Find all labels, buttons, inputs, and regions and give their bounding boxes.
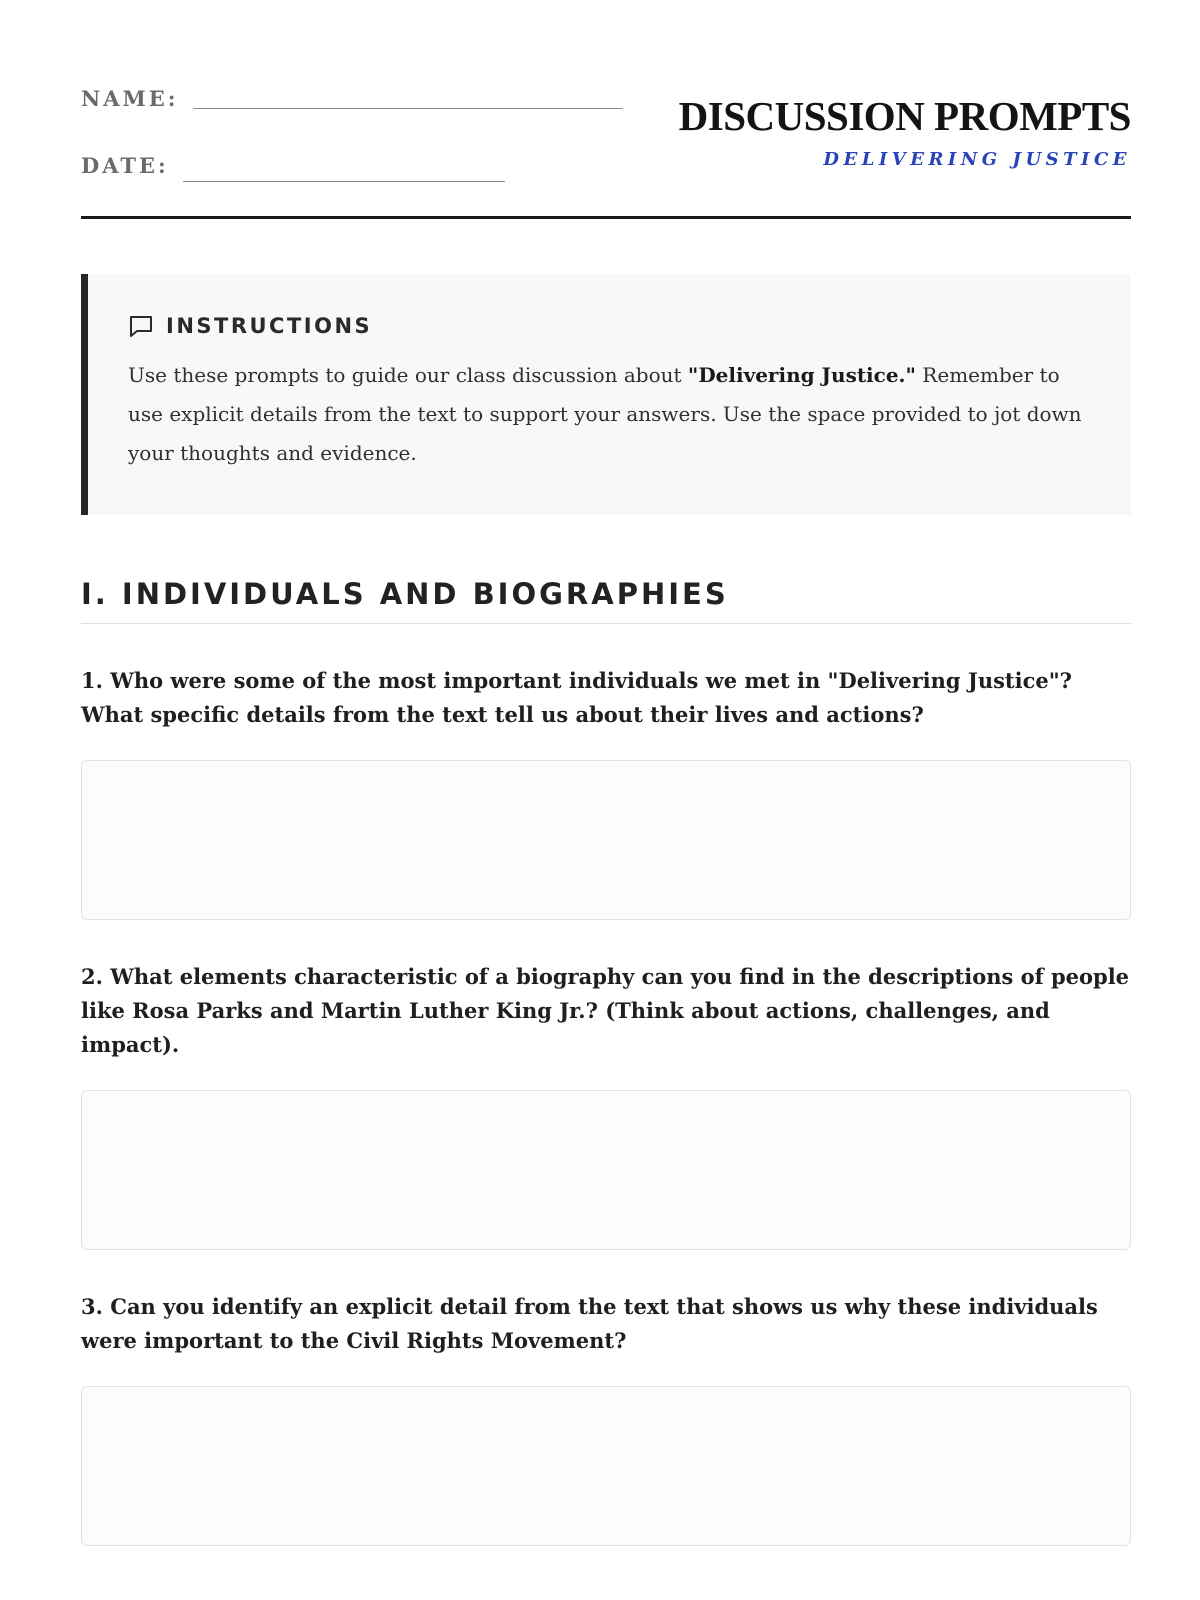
section-title: I. INDIVIDUALS AND BIOGRAPHIES [81, 577, 729, 611]
instructions-heading: INSTRUCTIONS [166, 314, 373, 338]
worksheet-page [81, 0, 1131, 1353]
instructions-box [81, 274, 1131, 515]
page-title: DISCUSSION PROMPTS [678, 93, 1131, 139]
name-label: NAME: [81, 86, 179, 111]
header-divider [81, 216, 1131, 219]
instructions-header [128, 314, 1091, 338]
date-input-line[interactable] [183, 181, 505, 182]
title-block [678, 93, 1131, 170]
date-label: DATE: [81, 153, 169, 178]
instructions-text [128, 356, 1091, 473]
question-2: 2. What elements characteristic of a biography can you find in the descriptions of people like Rosa Parks and Martin Luther King Jr.? (Think about actions, challenges, and impact). [81, 964, 1130, 1057]
name-field [81, 86, 623, 111]
section-divider [81, 623, 1131, 624]
date-field [81, 153, 505, 178]
page-subtitle: DELIVERING JUSTICE [823, 149, 1131, 170]
answer-box-3[interactable] [81, 1386, 1131, 1546]
instructions-text-start: Use these prompts to guide our class discussion about [128, 363, 688, 387]
worksheet-header [81, 0, 1131, 219]
name-input-line[interactable] [193, 108, 623, 109]
chat-bubble-icon [128, 314, 154, 338]
answer-box-2[interactable] [81, 1090, 1131, 1250]
instructions-text-title: "Delivering Justice." [687, 363, 916, 387]
answer-box-1[interactable] [81, 760, 1131, 920]
question-1: 1. Who were some of the most important individuals we met in "Delivering Justice"? What specific details from the text tell us about their lives and actions? [81, 668, 1072, 727]
question-3: 3. Can you identify an explicit detail from the text that shows us why these individuals were important to the Civil Rights Movement? [81, 1294, 1098, 1353]
instructions-text-end: Remember to use explicit details from the text to support your answers. Use the space provided to jot down your thoughts and evidence. [128, 363, 1082, 465]
